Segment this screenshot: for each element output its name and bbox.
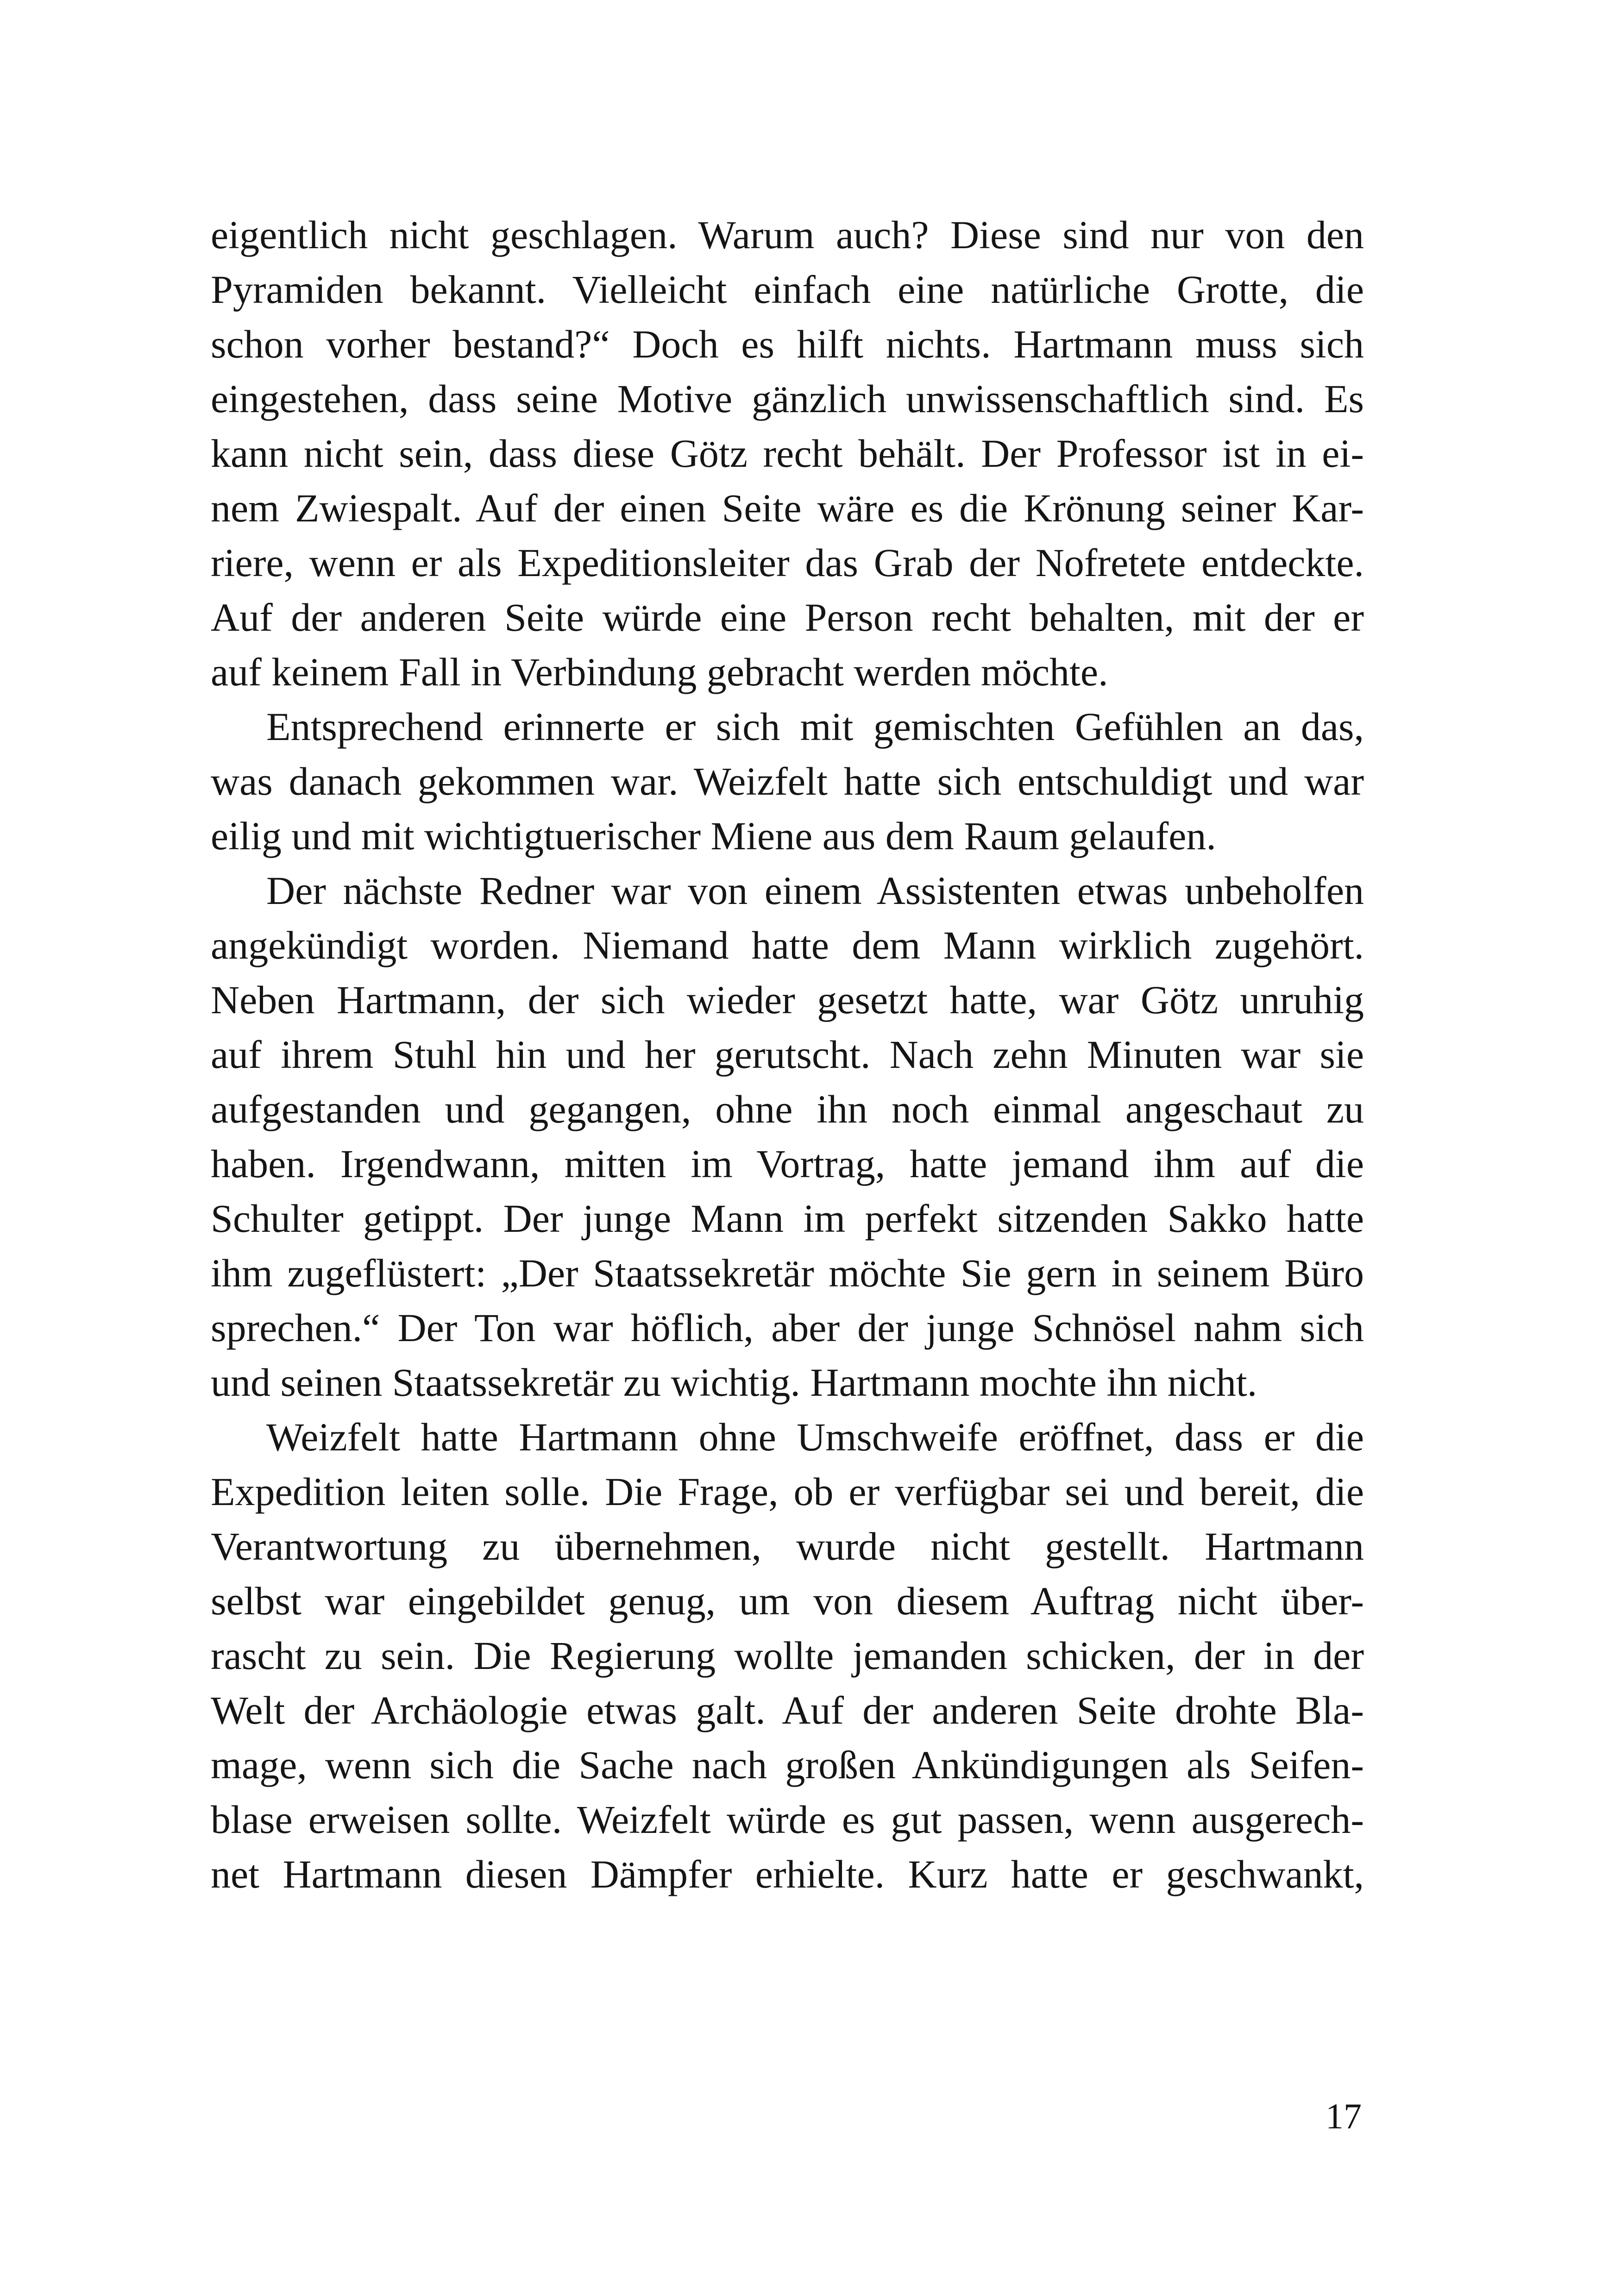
- text-line: eigentlich nicht geschlagen. Warum auch? Diese sind nur von den: [211, 213, 1364, 257]
- body-text: [211, 207, 1364, 1901]
- text-line: blase erweisen sollte. Weizfelt würde es gut passen, wenn ausgerech-: [211, 1797, 1364, 1842]
- text-line: auf keinem Fall in Verbindung gebracht werden möchte.: [211, 650, 1108, 694]
- text-line: Schulter getippt. Der junge Mann im perfekt sitzenden Sakko hatte: [211, 1196, 1364, 1241]
- text-line: kann nicht sein, dass diese Götz recht behält. Der Professor ist in ei-: [211, 431, 1364, 476]
- text-line: Der nächste Redner war von einem Assistenten etwas unbeholfen: [266, 868, 1364, 913]
- text-line: Auf der anderen Seite würde eine Person recht behalten, mit der er: [211, 595, 1364, 640]
- text-line: sprechen.“ Der Ton war höflich, aber der junge Schnösel nahm sich: [211, 1305, 1364, 1350]
- text-line: selbst war eingebildet genug, um von diesem Auftrag nicht über-: [211, 1579, 1364, 1623]
- text-line: Expedition leiten solle. Die Frage, ob er verfügbar sei und bereit, die: [211, 1469, 1364, 1514]
- text-line: mage, wenn sich die Sache nach großen Ankündigungen als Seifen-: [211, 1743, 1364, 1787]
- page-number: 17: [1326, 2096, 1362, 2136]
- text-line: haben. Irgendwann, mitten im Vortrag, hatte jemand ihm auf die: [211, 1142, 1364, 1186]
- text-line: angekündigt worden. Niemand hatte dem Mann wirklich zugehört.: [211, 923, 1364, 967]
- text-line: rascht zu sein. Die Regierung wollte jemanden schicken, der in der: [211, 1633, 1364, 1678]
- text-line: Welt der Archäologie etwas galt. Auf der anderen Seite drohte Bla-: [211, 1688, 1364, 1732]
- text-line: Verantwortung zu übernehmen, wurde nicht gestellt. Hartmann: [211, 1524, 1364, 1568]
- text-line: nem Zwiespalt. Auf der einen Seite wäre es die Krönung seiner Kar-: [211, 486, 1364, 530]
- text-line: Neben Hartmann, der sich wieder gesetzt hatte, war Götz unruhig: [211, 978, 1364, 1022]
- text-line: schon vorher bestand?“ Doch es hilft nichts. Hartmann muss sich: [211, 322, 1364, 366]
- text-line: und seinen Staatssekretär zu wichtig. Hartmann mochte ihn nicht.: [211, 1360, 1257, 1405]
- text-line: riere, wenn er als Expeditionsleiter das Grab der Nofretete entdeckte.: [211, 540, 1364, 585]
- text-line: net Hartmann diesen Dämpfer erhielte. Kurz hatte er geschwankt,: [211, 1852, 1364, 1896]
- text-line: Weizfelt hatte Hartmann ohne Umschweife eröffnet, dass er die: [266, 1415, 1364, 1459]
- text-line: ihm zugeflüstert: „Der Staatssekretär möchte Sie gern in seinem Büro: [211, 1251, 1364, 1295]
- text-line: aufgestanden und gegangen, ohne ihn noch einmal angeschaut zu: [211, 1087, 1364, 1131]
- text-line: Pyramiden bekannt. Vielleicht einfach eine natürliche Grotte, die: [211, 267, 1364, 312]
- text-line: auf ihrem Stuhl hin und her gerutscht. Nach zehn Minuten war sie: [211, 1032, 1364, 1077]
- text-line: Entsprechend erinnerte er sich mit gemischten Gefühlen an das,: [266, 704, 1364, 749]
- text-line: eilig und mit wichtigtuerischer Miene aus dem Raum gelaufen.: [211, 814, 1216, 858]
- text-line: eingestehen, dass seine Motive gänzlich unwissenschaftlich sind. Es: [211, 376, 1364, 421]
- text-line: was danach gekommen war. Weizfelt hatte sich entschuldigt und war: [211, 759, 1364, 803]
